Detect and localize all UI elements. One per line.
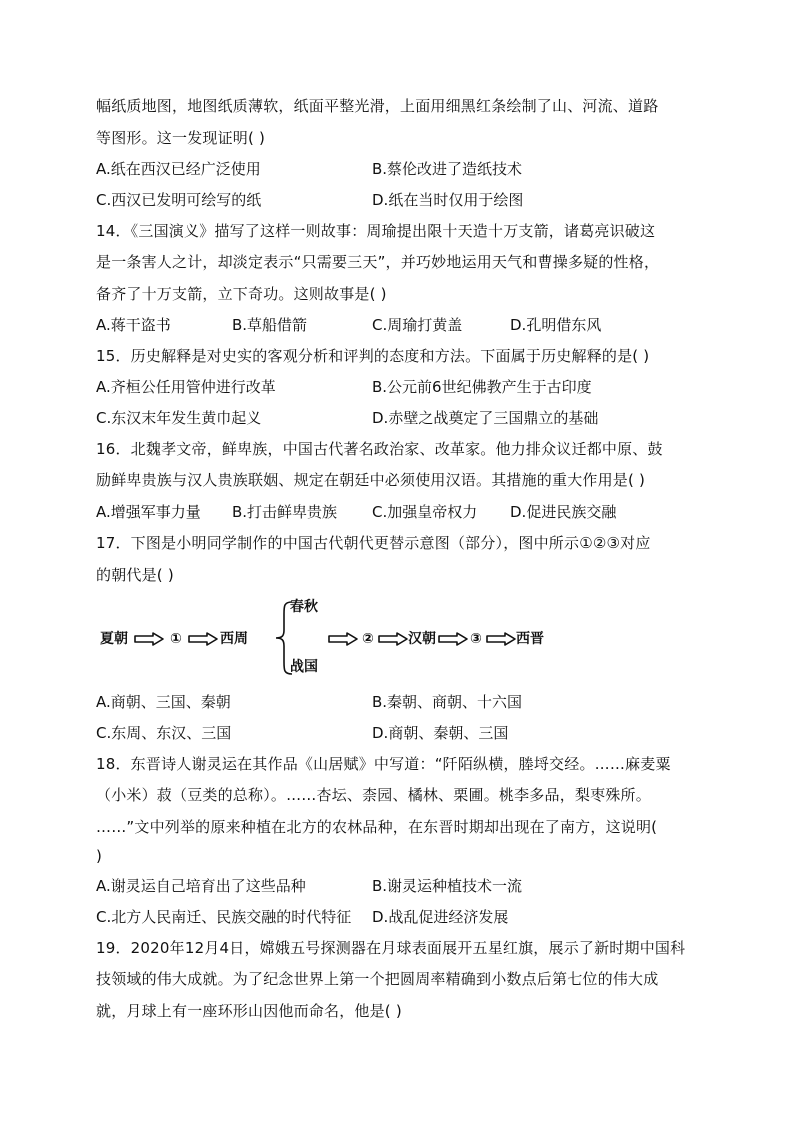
q16-option-d[interactable]: D.促进民族交融	[510, 503, 617, 521]
q18-option-c[interactable]: C.北方人民南迁、民族交融的时代特征	[96, 908, 352, 926]
q16-option-b[interactable]: B.打击鲜卑贵族	[232, 503, 338, 521]
q16-line-1: 16．北魏孝文帝，鲜卑族，中国古代著名政治家、改革家。他力排众议迁都中原、鼓	[96, 440, 663, 458]
q15-option-d[interactable]: D.赤壁之战奠定了三国鼎立的基础	[372, 409, 599, 427]
q17-line-1: 17．下图是小明同学制作的中国古代朝代更替示意图（部分），图中所示①②③对应	[96, 534, 651, 552]
q13-option-b[interactable]: B.蔡伦改进了造纸技术	[372, 160, 523, 178]
q18-line-3: ……”文中列举的原来种植在北方的农林品种，在东晋时期却出现在了南方，这说明(	[96, 818, 658, 836]
q13-line-2: 等图形。这一发现证明( )	[96, 129, 266, 147]
q14-line-3: 备齐了十万支箭，立下奇功。这则故事是( )	[96, 285, 387, 303]
dynasty-succession-diagram	[100, 596, 560, 678]
arrow-icon	[134, 632, 164, 646]
q15-option-c[interactable]: C.东汉末年发生黄巾起义	[96, 409, 262, 427]
q17-option-a[interactable]: A.商朝、三国、秦朝	[96, 693, 231, 711]
q15-line-1: 15．历史解释是对史实的客观分析和评判的态度和方法。下面属于历史解释的是( )	[96, 347, 650, 365]
q14-option-a[interactable]: A.蒋干盗书	[96, 316, 171, 334]
q17-option-d[interactable]: D.商朝、秦朝、三国	[372, 724, 509, 742]
arrow-icon	[188, 632, 218, 646]
q13-option-c[interactable]: C.西汉已发明可绘写的纸	[96, 191, 262, 209]
q14-line-2: 是一条害人之计，却淡定表示“只需要三天”，并巧妙地运用天气和曹操多疑的性格，	[96, 253, 660, 271]
diagram-han: 汉朝	[408, 631, 436, 647]
arrow-icon	[438, 632, 468, 646]
q14-option-d[interactable]: D.孔明借东风	[510, 316, 602, 334]
q17-option-c[interactable]: C.东周、东汉、三国	[96, 724, 232, 742]
q18-line-1: 18．东晋诗人谢灵运在其作品《山居赋》中写道：“阡陌纵横，塍埒交经。……麻麦粟	[96, 755, 671, 773]
q18-option-b[interactable]: B.谢灵运种植技术一流	[372, 877, 523, 895]
diagram-chunqiu: 春秋	[290, 599, 318, 615]
diagram-xijin: 西晋	[516, 631, 544, 647]
q14-option-c[interactable]: C.周瑜打黄盖	[372, 316, 463, 334]
arrow-icon	[486, 632, 516, 646]
q19-line-2: 技领域的伟大成就。为了纪念世界上第一个把圆周率精确到小数点后第七位的伟大成	[96, 970, 659, 988]
q17-line-2: 的朝代是( )	[96, 566, 174, 584]
q19-line-1: 19．2020年12月4日，嫦娥五号探测器在月球表面展开五星红旗，展示了新时期中国科	[96, 939, 686, 957]
q15-option-a[interactable]: A.齐桓公任用管仲进行改革	[96, 378, 276, 396]
q13-line-1: 幅纸质地图，地图纸质薄软，纸面平整光滑，上面用细黑红条绘制了山、河流、道路	[96, 97, 659, 115]
diagram-xizhou: 西周	[220, 631, 248, 647]
q16-line-2: 励鲜卑贵族与汉人贵族联姻、规定在朝廷中必须使用汉语。其措施的重大作用是( )	[96, 471, 646, 489]
diagram-zhanguo: 战国	[290, 659, 318, 675]
q14-line-1: 14．《三国演义》描写了这样一则故事：周瑜提出限十天造十万支箭，诸葛亮识破这	[96, 222, 656, 240]
q18-option-a[interactable]: A.谢灵运自己培育出了这些品种	[96, 877, 306, 895]
q18-line-2: （小米）菽（豆类的总称）。……杏坛、柰园、橘林、栗圃。桃李多品，梨枣殊所。	[96, 786, 651, 804]
q13-option-a[interactable]: A.纸在西汉已经广泛使用	[96, 160, 261, 178]
q17-option-b[interactable]: B.秦朝、商朝、十六国	[372, 693, 523, 711]
q16-option-c[interactable]: C.加强皇帝权力	[372, 503, 478, 521]
diagram-xia: 夏朝	[100, 631, 128, 647]
q14-option-b[interactable]: B.草船借箭	[232, 316, 308, 334]
q16-option-a[interactable]: A.增强军事力量	[96, 503, 201, 521]
arrow-icon	[378, 632, 408, 646]
q13-option-d[interactable]: D.纸在当时仅用于绘图	[372, 191, 524, 209]
q15-option-b[interactable]: B.公元前6世纪佛教产生于古印度	[372, 378, 592, 396]
q18-line-4: )	[96, 847, 103, 865]
q19-line-3: 就，月球上有一座环形山因他而命名，他是( )	[96, 1002, 402, 1020]
diagram-blank-1: ①	[170, 631, 182, 647]
arrow-icon	[328, 632, 358, 646]
q18-option-d[interactable]: D.战乱促进经济发展	[372, 908, 509, 926]
diagram-blank-2: ②	[362, 631, 374, 647]
diagram-blank-3: ③	[470, 631, 482, 647]
